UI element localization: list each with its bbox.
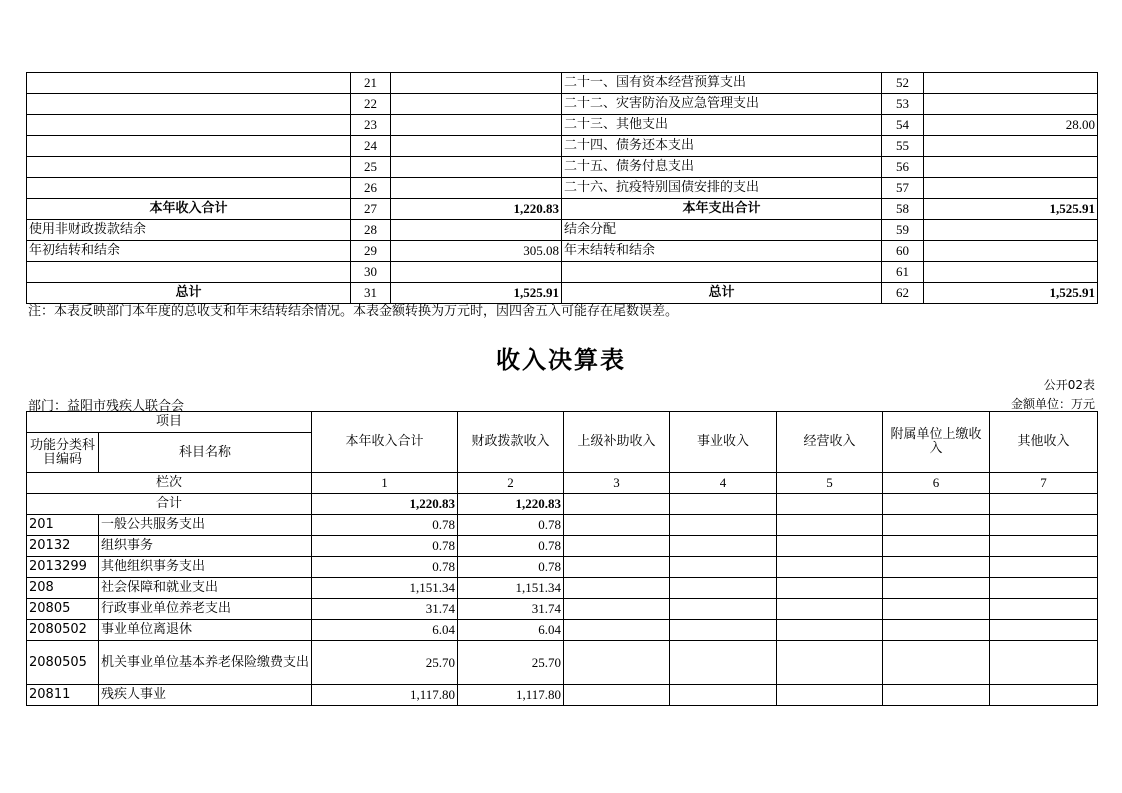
- right-value: [924, 157, 1098, 178]
- income-total-value: 1,151.34: [312, 578, 458, 599]
- header-code: 功能分类科目编码: [27, 433, 99, 473]
- income-total-value: 1,117.80: [312, 685, 458, 706]
- income-total-value: 0.78: [312, 515, 458, 536]
- header-row-label: 栏次: [27, 473, 312, 494]
- summary-row: [27, 262, 1098, 283]
- right-line-no: 56: [882, 157, 924, 178]
- left-label: [27, 262, 351, 283]
- income-row: [27, 599, 1098, 620]
- left-line-no: 22: [351, 94, 391, 115]
- income-row: [27, 578, 1098, 599]
- income-row: [27, 557, 1098, 578]
- income-row: [27, 515, 1098, 536]
- left-value: [391, 94, 562, 115]
- subject-name: 其他组织事务支出: [99, 557, 312, 578]
- left-value: 1,525.91: [391, 283, 562, 304]
- right-value: 1,525.91: [924, 283, 1098, 304]
- right-line-no: 54: [882, 115, 924, 136]
- header-col-7: 其他收入: [990, 412, 1098, 473]
- left-line-no: 21: [351, 73, 391, 94]
- empty-cell: [883, 557, 990, 578]
- left-label: [27, 115, 351, 136]
- header-col-2: 财政拨款收入: [458, 412, 564, 473]
- empty-cell: [990, 599, 1098, 620]
- income-total-value: 6.04: [312, 620, 458, 641]
- empty-cell: [564, 515, 670, 536]
- right-line-no: 61: [882, 262, 924, 283]
- left-label: [27, 94, 351, 115]
- income-row: [27, 641, 1098, 685]
- subject-code: 2013299: [27, 557, 99, 578]
- amount-unit-label: 金额单位：万元: [1010, 397, 1095, 411]
- empty-cell: [564, 599, 670, 620]
- empty-cell: [777, 515, 883, 536]
- empty-cell: [990, 515, 1098, 536]
- header-col-5: 经营收入: [777, 412, 883, 473]
- empty-cell: [990, 685, 1098, 706]
- empty-cell: [670, 536, 777, 557]
- empty-cell: [990, 578, 1098, 599]
- left-label: [27, 178, 351, 199]
- empty-cell: [883, 599, 990, 620]
- right-label: 二十六、抗疫特别国债安排的支出: [562, 178, 882, 199]
- empty-cell: [990, 641, 1098, 685]
- col-number: 1: [312, 473, 458, 494]
- income-total-value: 0.78: [312, 557, 458, 578]
- empty-cell: [777, 557, 883, 578]
- empty-cell: [670, 599, 777, 620]
- empty-cell: [883, 685, 990, 706]
- empty-cell: [990, 557, 1098, 578]
- income-row: [27, 536, 1098, 557]
- left-label: 本年收入合计: [27, 199, 351, 220]
- empty-cell: [564, 557, 670, 578]
- fiscal-appropriation-value: 31.74: [458, 599, 564, 620]
- empty-cell: [670, 620, 777, 641]
- subject-code: 2080505: [27, 641, 99, 685]
- right-value: 1,525.91: [924, 199, 1098, 220]
- empty-cell: [883, 536, 990, 557]
- subject-name: 事业单位离退休: [99, 620, 312, 641]
- summary-row: [27, 220, 1098, 241]
- subject-name: 组织事务: [99, 536, 312, 557]
- header-col-1: 本年收入合计: [312, 412, 458, 473]
- empty-cell: [670, 578, 777, 599]
- income-row: [27, 685, 1098, 706]
- department-label: 部门：益阳市残疾人联合会: [28, 399, 185, 414]
- left-line-no: 24: [351, 136, 391, 157]
- income-total-value: 25.70: [312, 641, 458, 685]
- left-value: [391, 220, 562, 241]
- subject-code: 208: [27, 578, 99, 599]
- empty-cell: [777, 578, 883, 599]
- subject-code: 201: [27, 515, 99, 536]
- left-line-no: 31: [351, 283, 391, 304]
- left-label: 年初结转和结余: [27, 241, 351, 262]
- empty-cell: [670, 685, 777, 706]
- right-line-no: 60: [882, 241, 924, 262]
- header-col-3: 上级补助收入: [564, 412, 670, 473]
- empty-cell: [883, 515, 990, 536]
- subject-name: 行政事业单位养老支出: [99, 599, 312, 620]
- right-label: 二十二、灾害防治及应急管理支出: [562, 94, 882, 115]
- summary-row: [27, 157, 1098, 178]
- right-label: 二十一、国有资本经营预算支出: [562, 73, 882, 94]
- left-value: 1,220.83: [391, 199, 562, 220]
- fiscal-appropriation-value: 0.78: [458, 515, 564, 536]
- subject-code: 20132: [27, 536, 99, 557]
- left-label: [27, 136, 351, 157]
- empty-cell: [777, 620, 883, 641]
- right-label: 总计: [562, 283, 882, 304]
- total-value-2: 1,220.83: [458, 494, 564, 515]
- empty-cell: [564, 536, 670, 557]
- right-value: [924, 136, 1098, 157]
- empty-cell: [990, 620, 1098, 641]
- header-name: 科目名称: [99, 433, 312, 473]
- left-value: [391, 73, 562, 94]
- summary-row: [27, 283, 1098, 304]
- left-value: [391, 136, 562, 157]
- left-line-no: 23: [351, 115, 391, 136]
- col-number: 5: [777, 473, 883, 494]
- subject-name: 残疾人事业: [99, 685, 312, 706]
- right-value: [924, 220, 1098, 241]
- left-label: [27, 73, 351, 94]
- right-label: 本年支出合计: [562, 199, 882, 220]
- right-label: 二十五、债务付息支出: [562, 157, 882, 178]
- total-value-1: 1,220.83: [312, 494, 458, 515]
- empty-cell: [777, 641, 883, 685]
- empty-cell: [564, 578, 670, 599]
- empty-cell: [670, 515, 777, 536]
- right-label: 年末结转和结余: [562, 241, 882, 262]
- summary-table: [26, 72, 1098, 304]
- empty-cell: [883, 578, 990, 599]
- fiscal-appropriation-value: 25.70: [458, 641, 564, 685]
- summary-row: [27, 199, 1098, 220]
- summary-row: [27, 178, 1098, 199]
- fiscal-appropriation-value: 1,117.80: [458, 685, 564, 706]
- left-value: [391, 157, 562, 178]
- empty-cell: [883, 620, 990, 641]
- right-line-no: 55: [882, 136, 924, 157]
- subject-code: 20805: [27, 599, 99, 620]
- subject-code: 20811: [27, 685, 99, 706]
- empty-cell: [990, 536, 1098, 557]
- left-line-no: 26: [351, 178, 391, 199]
- fiscal-appropriation-value: 1,151.34: [458, 578, 564, 599]
- right-value: [924, 241, 1098, 262]
- subject-code: 2080502: [27, 620, 99, 641]
- right-value: [924, 94, 1098, 115]
- table-note: 注：本表反映部门本年度的总收支和年末结转结余情况。本表金额转换为万元时，因四舍五入可能存在尾数误差。: [28, 304, 679, 319]
- col-number: 3: [564, 473, 670, 494]
- income-total-value: 0.78: [312, 536, 458, 557]
- subject-name: 社会保障和就业支出: [99, 578, 312, 599]
- header-item: 项目: [27, 412, 312, 433]
- right-label: 结余分配: [562, 220, 882, 241]
- summary-row: [27, 241, 1098, 262]
- col-number: 6: [883, 473, 990, 494]
- income-row: [27, 620, 1098, 641]
- empty-cell: [564, 641, 670, 685]
- left-label: 总计: [27, 283, 351, 304]
- right-line-no: 62: [882, 283, 924, 304]
- left-line-no: 28: [351, 220, 391, 241]
- empty-cell: [777, 599, 883, 620]
- fiscal-appropriation-value: 0.78: [458, 557, 564, 578]
- subject-name: 一般公共服务支出: [99, 515, 312, 536]
- right-value: [924, 178, 1098, 199]
- left-label: [27, 157, 351, 178]
- subject-name: 机关事业单位基本养老保险缴费支出: [99, 641, 312, 685]
- fiscal-appropriation-value: 6.04: [458, 620, 564, 641]
- header-col-6: 附属单位上缴收入: [883, 412, 990, 473]
- empty-cell: [777, 536, 883, 557]
- right-label: 二十三、其他支出: [562, 115, 882, 136]
- empty-cell: [777, 685, 883, 706]
- income-total-value: 31.74: [312, 599, 458, 620]
- summary-row: [27, 73, 1098, 94]
- right-value: [924, 73, 1098, 94]
- col-number: 4: [670, 473, 777, 494]
- total-label: 合计: [27, 494, 312, 515]
- left-line-no: 30: [351, 262, 391, 283]
- right-line-no: 58: [882, 199, 924, 220]
- form-number: 公开02表: [1043, 378, 1095, 392]
- right-line-no: 53: [882, 94, 924, 115]
- right-line-no: 59: [882, 220, 924, 241]
- col-number: 7: [990, 473, 1098, 494]
- right-line-no: 52: [882, 73, 924, 94]
- empty-cell: [883, 641, 990, 685]
- right-line-no: 57: [882, 178, 924, 199]
- left-value: [391, 115, 562, 136]
- left-value: 305.08: [391, 241, 562, 262]
- left-value: [391, 178, 562, 199]
- right-label: 二十四、债务还本支出: [562, 136, 882, 157]
- summary-row: [27, 115, 1098, 136]
- summary-row: [27, 94, 1098, 115]
- empty-cell: [670, 641, 777, 685]
- right-value: 28.00: [924, 115, 1098, 136]
- header-col-4: 事业收入: [670, 412, 777, 473]
- summary-row: [27, 136, 1098, 157]
- left-label: 使用非财政拨款结余: [27, 220, 351, 241]
- income-table: [26, 411, 1098, 706]
- right-value: [924, 262, 1098, 283]
- left-line-no: 25: [351, 157, 391, 178]
- page-title: 收入决算表: [496, 346, 626, 374]
- col-number: 2: [458, 473, 564, 494]
- left-line-no: 29: [351, 241, 391, 262]
- right-label: [562, 262, 882, 283]
- empty-cell: [670, 557, 777, 578]
- fiscal-appropriation-value: 0.78: [458, 536, 564, 557]
- left-line-no: 27: [351, 199, 391, 220]
- left-value: [391, 262, 562, 283]
- empty-cell: [564, 685, 670, 706]
- empty-cell: [564, 620, 670, 641]
